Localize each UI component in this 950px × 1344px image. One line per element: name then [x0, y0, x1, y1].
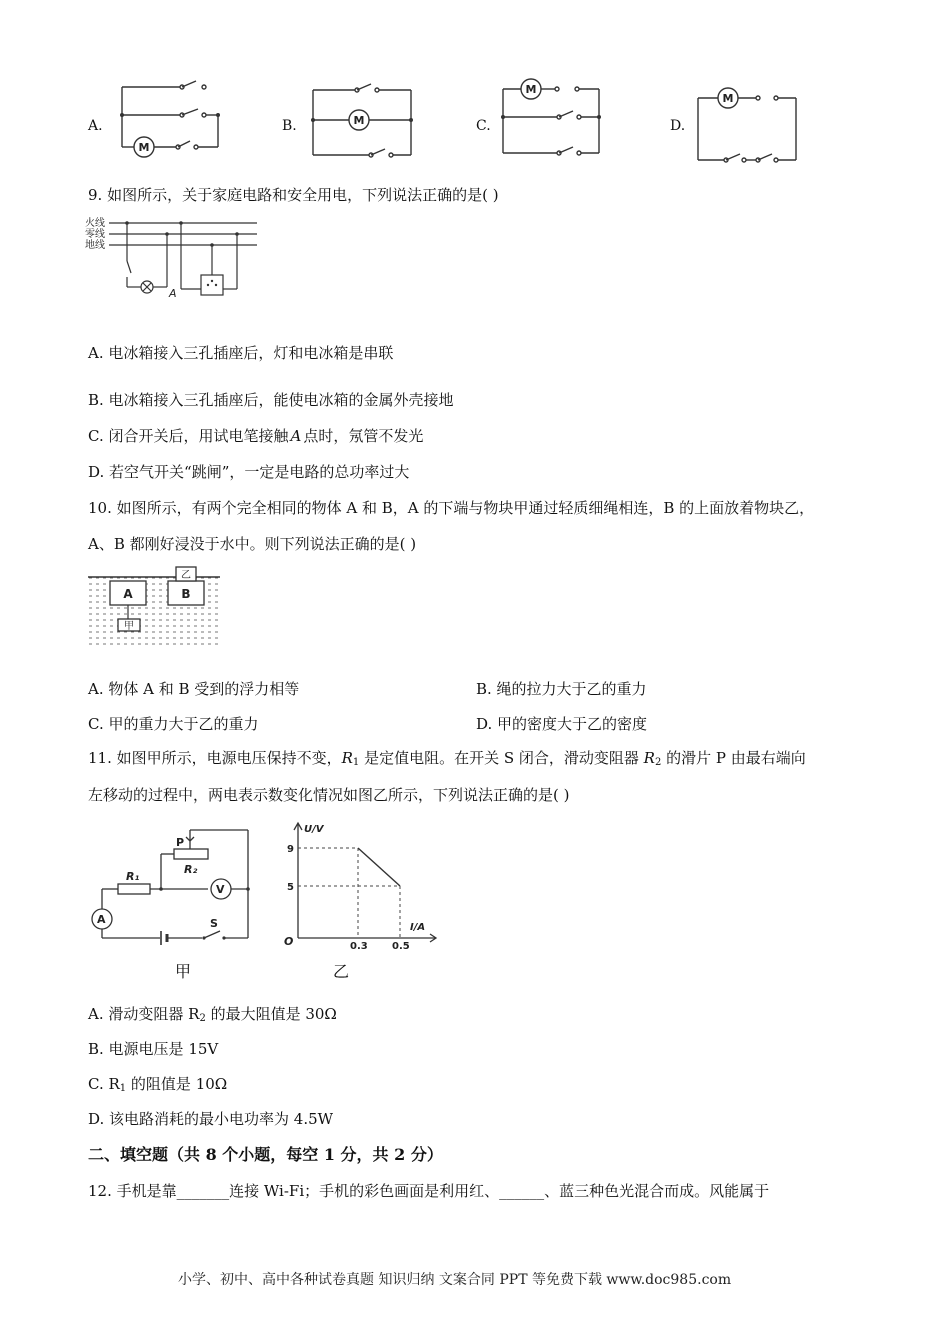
- q10-option-a: A. 物体 A 和 B 受到的浮力相等: [88, 680, 300, 698]
- q10-block-yi-label: 乙: [181, 570, 191, 581]
- q11-graph-ytick-9: 9: [287, 844, 294, 855]
- q11-slider-p-label: P: [176, 836, 185, 849]
- q11-r2-label: R₂: [184, 863, 198, 876]
- q8-option-c-circuit: [495, 75, 610, 160]
- q11-stem-part-b: 是定值电阻。在开关 S 闭合，滑动变阻器: [359, 749, 644, 767]
- q10-buoyancy-figure: [88, 563, 223, 648]
- q11-graph-yi: [280, 818, 445, 952]
- q9-option-c: [88, 426, 423, 446]
- q11-graph-xtick-05: 0.5: [392, 941, 410, 952]
- q11-graph-origin: O: [284, 935, 294, 948]
- section2-heading: 二、填空题（共 8 个小题，每空 1 分，共 2 分）: [88, 1145, 443, 1164]
- page-footer: 小学、初中、高中各种试卷真题 知识归纳 文案合同 PPT 等免费下载 www.doc985.com: [178, 1272, 732, 1288]
- q11-option-a: [88, 1004, 337, 1029]
- q10-option-d: D. 甲的密度大于乙的密度: [476, 715, 648, 733]
- q10-object-a-label: A: [123, 587, 133, 601]
- q11-switch-s-label: S: [210, 917, 218, 930]
- q11-stem-r1: R: [341, 749, 353, 767]
- q9-option-b: B. 电冰箱接入三孔插座后，能使电冰箱的金属外壳接地: [88, 391, 454, 409]
- q11-graph-xlabel: I/A: [410, 922, 426, 933]
- q8-options: [0, 70, 950, 180]
- q9-option-c-tail: 点时，氖管不发光: [303, 427, 424, 445]
- q11-graph-ylabel: U/V: [304, 824, 324, 835]
- q11-stem-r1-sub: 1: [352, 757, 360, 768]
- q11-stem-part-c: 的滑片 P 由最右端向: [661, 749, 806, 767]
- q9-household-circuit: [85, 215, 260, 300]
- q11-r1-label: R₁: [126, 870, 140, 883]
- q9-option-c-point: A: [290, 427, 302, 445]
- q11-caption-jia: 甲: [175, 962, 192, 981]
- q9-point-a-label: A: [169, 287, 177, 300]
- q11-ammeter-label: A: [97, 913, 106, 926]
- q11-option-c: [88, 1074, 227, 1099]
- q11-option-b: B. 电源电压是 15V: [88, 1040, 219, 1058]
- q11-graph-ytick-5: 5: [287, 882, 294, 893]
- q8-option-b-circuit: [305, 80, 420, 160]
- q11-graph-xtick-03: 0.3: [350, 941, 368, 952]
- q11-circuit-jia: [88, 825, 258, 945]
- q10-block-jia-label: 甲: [124, 621, 134, 632]
- q10-stem-line2: A、B 都刚好浸没于水中。则下列说法正确的是( ): [88, 535, 417, 553]
- q11-option-c-sub: 1: [119, 1083, 127, 1094]
- q11-stem-line1: [88, 748, 806, 773]
- q11-option-a-pre: A. 滑动变阻器 R: [88, 1005, 200, 1023]
- q8-option-a-letter: A.: [88, 118, 103, 134]
- q9-neutral-wire-label: 零线: [85, 229, 105, 240]
- q10-option-b: B. 绳的拉力大于乙的重力: [476, 680, 647, 698]
- q12-text: 12. 手机是靠_______连接 Wi-Fi；手机的彩色画面是利用红、______、蓝三种色光混合而成。风能属于: [88, 1182, 770, 1200]
- q10-option-c: C. 甲的重力大于乙的重力: [88, 715, 259, 733]
- q11-option-c-post: 的阻值是 10Ω: [126, 1075, 228, 1093]
- q8-option-c-motor-label: M: [525, 83, 537, 96]
- q8-option-a-motor-label: M: [138, 141, 150, 154]
- q8-option-c-letter: C.: [476, 118, 491, 134]
- q9-live-wire-label: 火线: [85, 218, 105, 229]
- q9-stem: 9. 如图所示，关于家庭电路和安全用电，下列说法正确的是( ): [88, 186, 499, 204]
- q10-object-b-label: B: [181, 587, 191, 601]
- q11-caption-yi: 乙: [333, 962, 350, 981]
- q11-option-c-pre: C. R: [88, 1075, 120, 1093]
- q8-option-d-circuit: [690, 80, 805, 165]
- q8-option-b-motor-label: M: [353, 114, 365, 127]
- q11-option-d: D. 该电路消耗的最小电功率为 4.5W: [88, 1110, 334, 1128]
- q9-earth-wire-label: 地线: [85, 240, 105, 251]
- q11-option-a-post: 的最大阻值是 30Ω: [205, 1005, 337, 1023]
- q9-option-d: D. 若空气开关“跳闸”，一定是电路的总功率过大: [88, 463, 410, 481]
- q11-stem-r2: R: [643, 749, 655, 767]
- q10-stem-line1: 10. 如图所示，有两个完全相同的物体 A 和 B，A 的下端与物块甲通过轻质细绳相连，B 的上面放着物块乙，: [88, 499, 815, 517]
- q8-option-b-letter: B.: [282, 118, 297, 134]
- q11-voltmeter-label: V: [216, 883, 225, 896]
- q11-option-a-sub: 2: [199, 1013, 206, 1024]
- q9-option-c-text: C. 闭合开关后，用试电笔接触: [88, 427, 289, 445]
- q8-option-d-motor-label: M: [722, 92, 734, 105]
- q11-stem-r2-sub: 2: [654, 757, 662, 768]
- q11-stem-line2: 左移动的过程中，两电表示数变化情况如图乙所示，下列说法正确的是( ): [88, 786, 570, 804]
- q8-option-a-circuit: [110, 75, 225, 160]
- q9-option-a: A. 电冰箱接入三孔插座后，灯和电冰箱是串联: [88, 344, 394, 362]
- q8-option-d-letter: D.: [670, 118, 686, 134]
- q11-stem-part-a: 11. 如图甲所示，电源电压保持不变，: [88, 749, 342, 767]
